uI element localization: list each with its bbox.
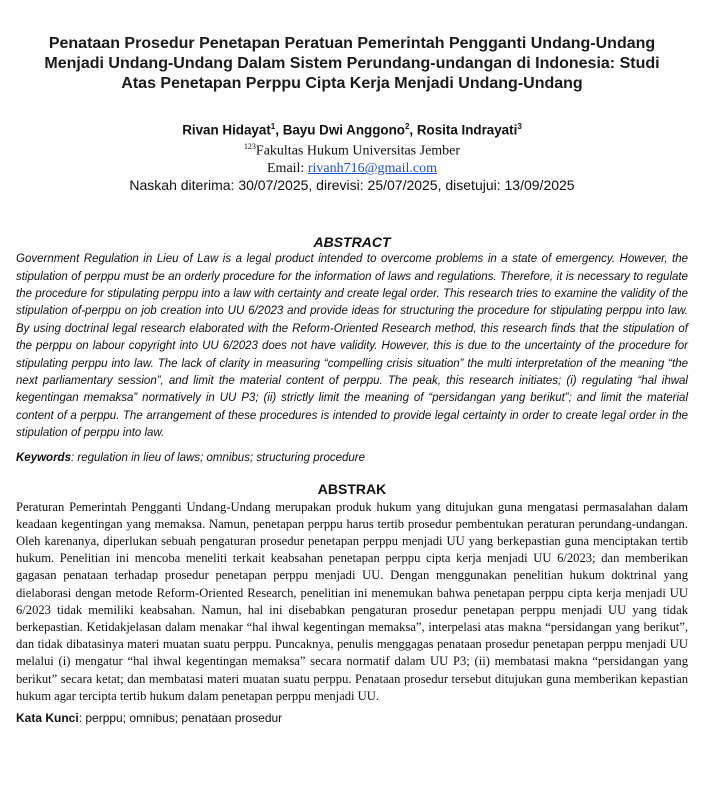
keywords-value: : regulation in lieu of laws; omnibus; structuring procedure <box>70 451 366 464</box>
email-link[interactable]: rivanh716@gmail.com <box>307 161 437 177</box>
author-name: Rosita Indrayati <box>416 122 518 138</box>
abstrak-body: Peraturan Pemerintah Pengganti Undang-Undang merupakan produk hukum yang ditujukan guna mengatasi permasalahan dalam keadaan kegentingan yang memaksa. Namun, penetapan perppu harus tertib prosedur pembentukan peraturan perundang-undangan. Oleh karenanya, diperlukan sebuah pengaturan prosedur penetapan perppu menjadi UU yang berkepastian guna menciptakan tertib hukum. Penelitian ini mencoba meneliti terkait keabsahan penetapan perppu cipta kerja menjadi UU 6/2023; dan memberikan gagasan penataan terhadap prosedur penetapan perppu menjadi UU. Dengan menggunakan penelitian hukum doktrinal yang dielaborasi dengan metode Reform-Oriented Research, penelitian ini menemukan bahwa penetapan perppu cipta kerja menjadi UU 6/2023 tidak memiliki keabsahan. Namun, hal ini disebabkan pengaturan prosedur penetapan perppu menjadi UU yang tidak berkepastian. Ketidakjelasan dalam menakar “hal ihwal kegentingan memaksa”, interpelasi atas makna “persidangan yang berikut”, dan tidak dibatasinya materi muatan suatu perppu. Puncaknya, penulis menggagas penataan prosedur penetapan perppu menjadi UU melalui (i) mengatur “hal ihwal kegentingan memaksa” secara normatif dalam UU P3; (ii) membatasi makna “persidangan yang berikut” secara ketat; dan membatasi materi muatan suatu perppu. Penataan prosedur tersebut ditujukan guna memberikan kepastian hukum agar tercipta tertib hukum dalam penetapan perppu menjadi UU. <box>16 499 688 703</box>
title-line-3: Atas Penetapan Perppu Cipta Kerja Menjadi Undang-Undang <box>121 75 583 92</box>
author-affiliation-mark: 1 <box>270 122 276 131</box>
affiliation <box>16 138 688 160</box>
paper-title <box>26 34 678 94</box>
kata-kunci-label: Kata Kunci <box>16 711 79 726</box>
affiliation-mark: 123 <box>243 142 256 152</box>
affiliation-text: Fakultas Hukum Universitas Jember <box>255 144 461 160</box>
paper-page <box>16 34 688 727</box>
keywords-label: Keywords <box>16 451 71 464</box>
author-list: Rivan Hidayat$^1$, Bayu Dwi Anggono$^2$, Rosita Indrayati$^3$ <box>182 122 522 138</box>
keywords-line <box>16 450 688 467</box>
title-line-1: Penataan Prosedur Penetapan Peratuan Pemerintah Pengganti Undang-Undang <box>48 35 656 52</box>
submission-dates: Naskah diterima: 30/07/2025, direvisi: 25/07/2025, disetujui: 13/09/2025 <box>129 177 575 194</box>
title-line-2: Menjadi Undang-Undang Dalam Sistem Perundang-undangan di Indonesia: Studi <box>44 55 660 72</box>
author-name: Rivan Hidayat <box>182 122 271 138</box>
author-name: Bayu Dwi Anggono <box>282 122 405 138</box>
abstrak-heading: ABSTRAK <box>317 480 387 497</box>
abstract-heading: ABSTRACT <box>313 234 391 251</box>
email-label: Email: <box>267 161 308 177</box>
author-affiliation-mark: 2 <box>404 122 410 131</box>
author-affiliation-mark: 3 <box>517 122 522 131</box>
kata-kunci-line <box>16 710 688 727</box>
kata-kunci-value: : perppu; omnibus; penataan prosedur <box>78 711 283 726</box>
email-line <box>16 160 688 177</box>
abstract-body: Government Regulation in Lieu of Law is a legal product intended to overcome problems in a state of emergency. However, the stipulation of perppu must be an orderly procedure for the information of laws and regulations. Therefore, it is necessary to regulate the procedure for stipulating perppu into a law with certainty and create legal order. This research tries to examine the validity of the stipulation of-perppu on job creation into UU 6/2023 and provide ideas for structuring the procedure for stipulating perppu into law. By using doctrinal legal research elaborated with the Reform-Oriented Research method, this research finds that the stipulation of the perppu on labour copyright into UU 6/2023 does not have validity. However, this is due to the uncertainty of the procedure for stipulating perppu into law. The lack of clarity in measuring “compelling crisis situation” the multi interpretation of the meaning “the next parliamentary session”, and limit the material content of perppu. The peak, this research initiates; (i) regulating “hal ihwal kegentingan memaksa” normatively in UU P3; (ii) strictly limit the meaning of “persidangan yang berikut”; and limit the material content of a perppu. The arrangement of these procedures is intended to provide legal certainty in order to create legal order in the stipulation of perppu into law. <box>16 253 688 440</box>
